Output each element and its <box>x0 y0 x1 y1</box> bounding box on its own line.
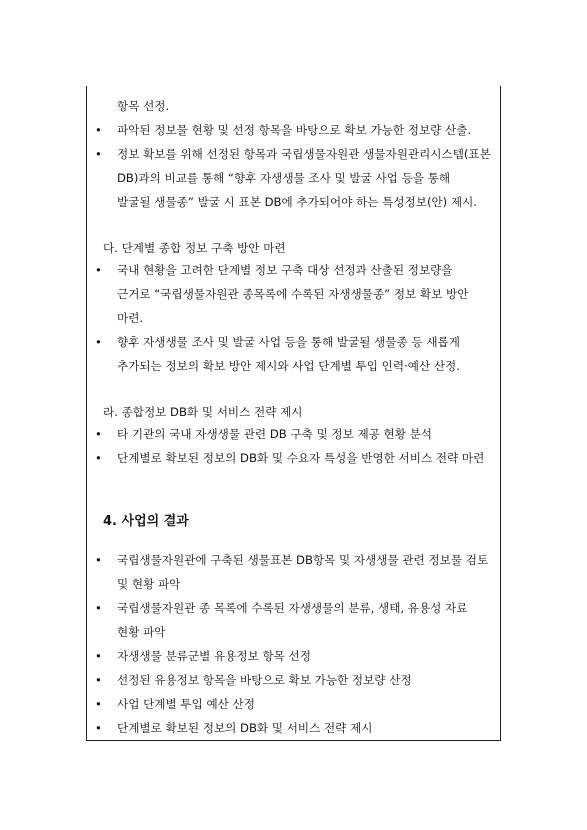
bullet-item-continuation: 발굴될 생물종” 발굴 시 표본 DB에 추가되어야 하는 특성정보(안) 제시. <box>117 195 477 209</box>
bullet-item: 향후 자생생물 조사 및 발굴 사업 등을 통해 발굴될 생물종 등 새롭게 <box>117 335 460 349</box>
section-title: 4. 사업의 결과 <box>103 514 189 529</box>
content-frame <box>86 86 501 741</box>
bullet-item-continuation: DB)과의 비교를 통해 “향후 자생생물 조사 및 발굴 사업 등을 통해 <box>117 171 451 185</box>
bullet-item: 파악된 정보물 현황 및 선정 항목을 바탕으로 확보 가능한 정보량 산출. <box>117 123 472 137</box>
bullet-icon: • <box>95 147 102 161</box>
bullet-icon: • <box>95 553 102 567</box>
bullet-icon: • <box>95 263 102 277</box>
bullet-item: 국립생물자원관 종 목록에 수록된 자생생물의 분류, 생태, 유용성 자료 <box>117 601 468 615</box>
bullet-icon: • <box>95 697 102 711</box>
bullet-item: 국내 현황을 고려한 단계별 정보 구축 대상 선정과 산출된 정보량을 <box>117 263 453 277</box>
bullet-icon: • <box>95 427 102 441</box>
bullet-item: 국립생물자원관에 구축된 생물표본 DB항목 및 자생생물 관련 정보물 검토 <box>117 553 489 567</box>
bullet-item: 단계별로 확보된 정보의 DB화 및 수요자 특성을 반영한 서비스 전략 마련 <box>117 451 485 465</box>
bullet-icon: • <box>95 649 102 663</box>
bullet-icon: • <box>95 673 102 687</box>
bullet-icon: • <box>95 123 102 137</box>
bullet-item-continuation: 마련. <box>117 311 144 325</box>
bullet-icon: • <box>95 721 102 735</box>
bullet-item-continuation: 및 현황 파악 <box>117 577 181 591</box>
bullet-item-continuation: 근거로 “국립생물자원관 종목록에 수록된 자생생물종” 정보 확보 방안 <box>117 287 469 301</box>
bullet-icon: • <box>95 451 102 465</box>
bullet-item-continuation: 추가되는 정보의 확보 방안 제시와 사업 단계별 투입 인력·예산 산정. <box>117 359 460 373</box>
bullet-item: 자생생물 분류군별 유용정보 항목 선정 <box>117 649 311 663</box>
bullet-item: 단계별로 확보된 정보의 DB화 및 서비스 전략 제시 <box>117 721 373 735</box>
bullet-item: 선정된 유용정보 항목을 바탕으로 확보 가능한 정보량 산정 <box>117 673 412 687</box>
section-heading: 다. 단계별 종합 정보 구축 방안 마련 <box>103 241 286 255</box>
bullet-item-continuation: 현황 파악 <box>117 625 166 639</box>
bullet-item: 타 기관의 국내 자생생물 관련 DB 구축 및 정보 제공 현황 분석 <box>117 427 433 441</box>
bullet-item: 정보 확보를 위해 선정된 항목과 국립생물자원관 생물자원관리시스템(표본 <box>117 147 491 161</box>
continued-text: 항목 선정. <box>117 99 170 113</box>
bullet-icon: • <box>95 335 102 349</box>
section-heading: 라. 종합정보 DB화 및 서비스 전략 제시 <box>103 405 303 419</box>
bullet-item: 사업 단계별 투입 예산 산정 <box>117 697 255 711</box>
bullet-icon: • <box>95 601 102 615</box>
